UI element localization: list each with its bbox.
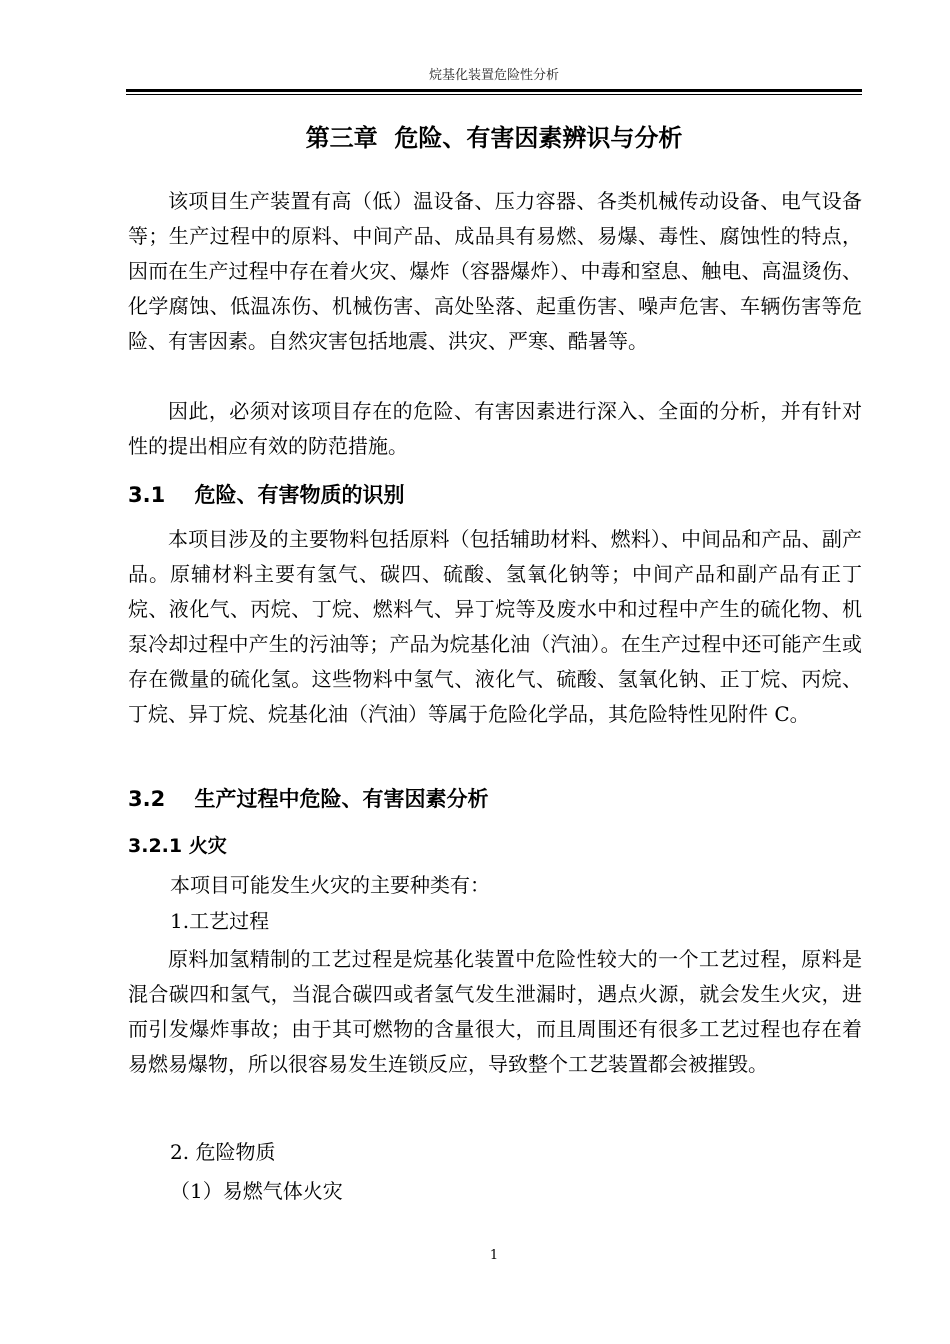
fire-types-lead: 本项目可能发生火灾的主要种类有： bbox=[170, 873, 490, 897]
section-heading-3-2: 3.2 生产过程中危险、有害因素分析 bbox=[128, 787, 489, 811]
item-2-label: 2. 危险物质 bbox=[170, 1140, 276, 1164]
page-number: 1 bbox=[489, 1248, 499, 1263]
intro-paragraph-1: 该项目生产装置有高（低）温设备、压力容器、各类机械传动设备、电气设备等；生产过程中的原料、中间产品、成品具有易燃、易爆、毒性、腐蚀性的特点，因而在生产过程中存在着火灾、爆炸（容器爆炸）、中毒和窒息、触电、高温烫伤、化学腐蚀、低温冻伤、机械伤害、高处坠落、起重伤害、噪声危害、车辆伤害等危险、有害因素。自然灾害包括地震、洪灾、严寒、酷暑等。 bbox=[128, 189, 862, 353]
section-heading-3-1: 3.1 危险、有害物质的识别 bbox=[128, 483, 405, 507]
running-header: 烷基化装置危险性分析 bbox=[428, 68, 559, 83]
intro-paragraph-2: 因此，必须对该项目存在的危险、有害因素进行深入、全面的分析，并有针对性的提出相应有效的防范措施。 bbox=[128, 399, 862, 458]
item-2-sub-1: （1）易燃气体火灾 bbox=[170, 1179, 343, 1203]
subsection-heading-3-2-1: 3.2.1 火灾 bbox=[128, 835, 227, 857]
header-rule-thin bbox=[126, 94, 862, 95]
chapter-title: 第三章 危险、有害因素辨识与分析 bbox=[305, 124, 683, 152]
section-3-1-paragraph: 本项目涉及的主要物料包括原料（包括辅助材料、燃料）、中间品和产品、副产品。原辅材料主要有氢气、碳四、硫酸、氢氧化钠等；中间产品和副产品有正丁烷、液化气、丙烷、丁烷、燃料气、异丁烷等及废水中和过程中产生的硫化物、机泵冷却过程中产生的污油等；产品为烷基化油（汽油）。在生产过程中还可能产生或存在微量的硫化氢。这些物料中氢气、液化气、硫酸、氢氧化钠、正丁烷、丙烷、丁烷、异丁烷、烷基化油（汽油）等属于危险化学品，其危险特性见附件 C。 bbox=[128, 527, 862, 726]
header-rule-thick bbox=[126, 89, 862, 92]
item-1-paragraph: 原料加氢精制的工艺过程是烷基化装置中危险性较大的一个工艺过程，原料是混合碳四和氢气，当混合碳四或者氢气发生泄漏时，遇点火源，就会发生火灾，进而引发爆炸事故；由于其可燃物的含量很大，而且周围还有很多工艺过程也存在着易燃易爆物，所以很容易发生连锁反应，导致整个工艺装置都会被摧毁。 bbox=[128, 947, 862, 1076]
item-1-label: 1.工艺过程 bbox=[170, 909, 270, 933]
